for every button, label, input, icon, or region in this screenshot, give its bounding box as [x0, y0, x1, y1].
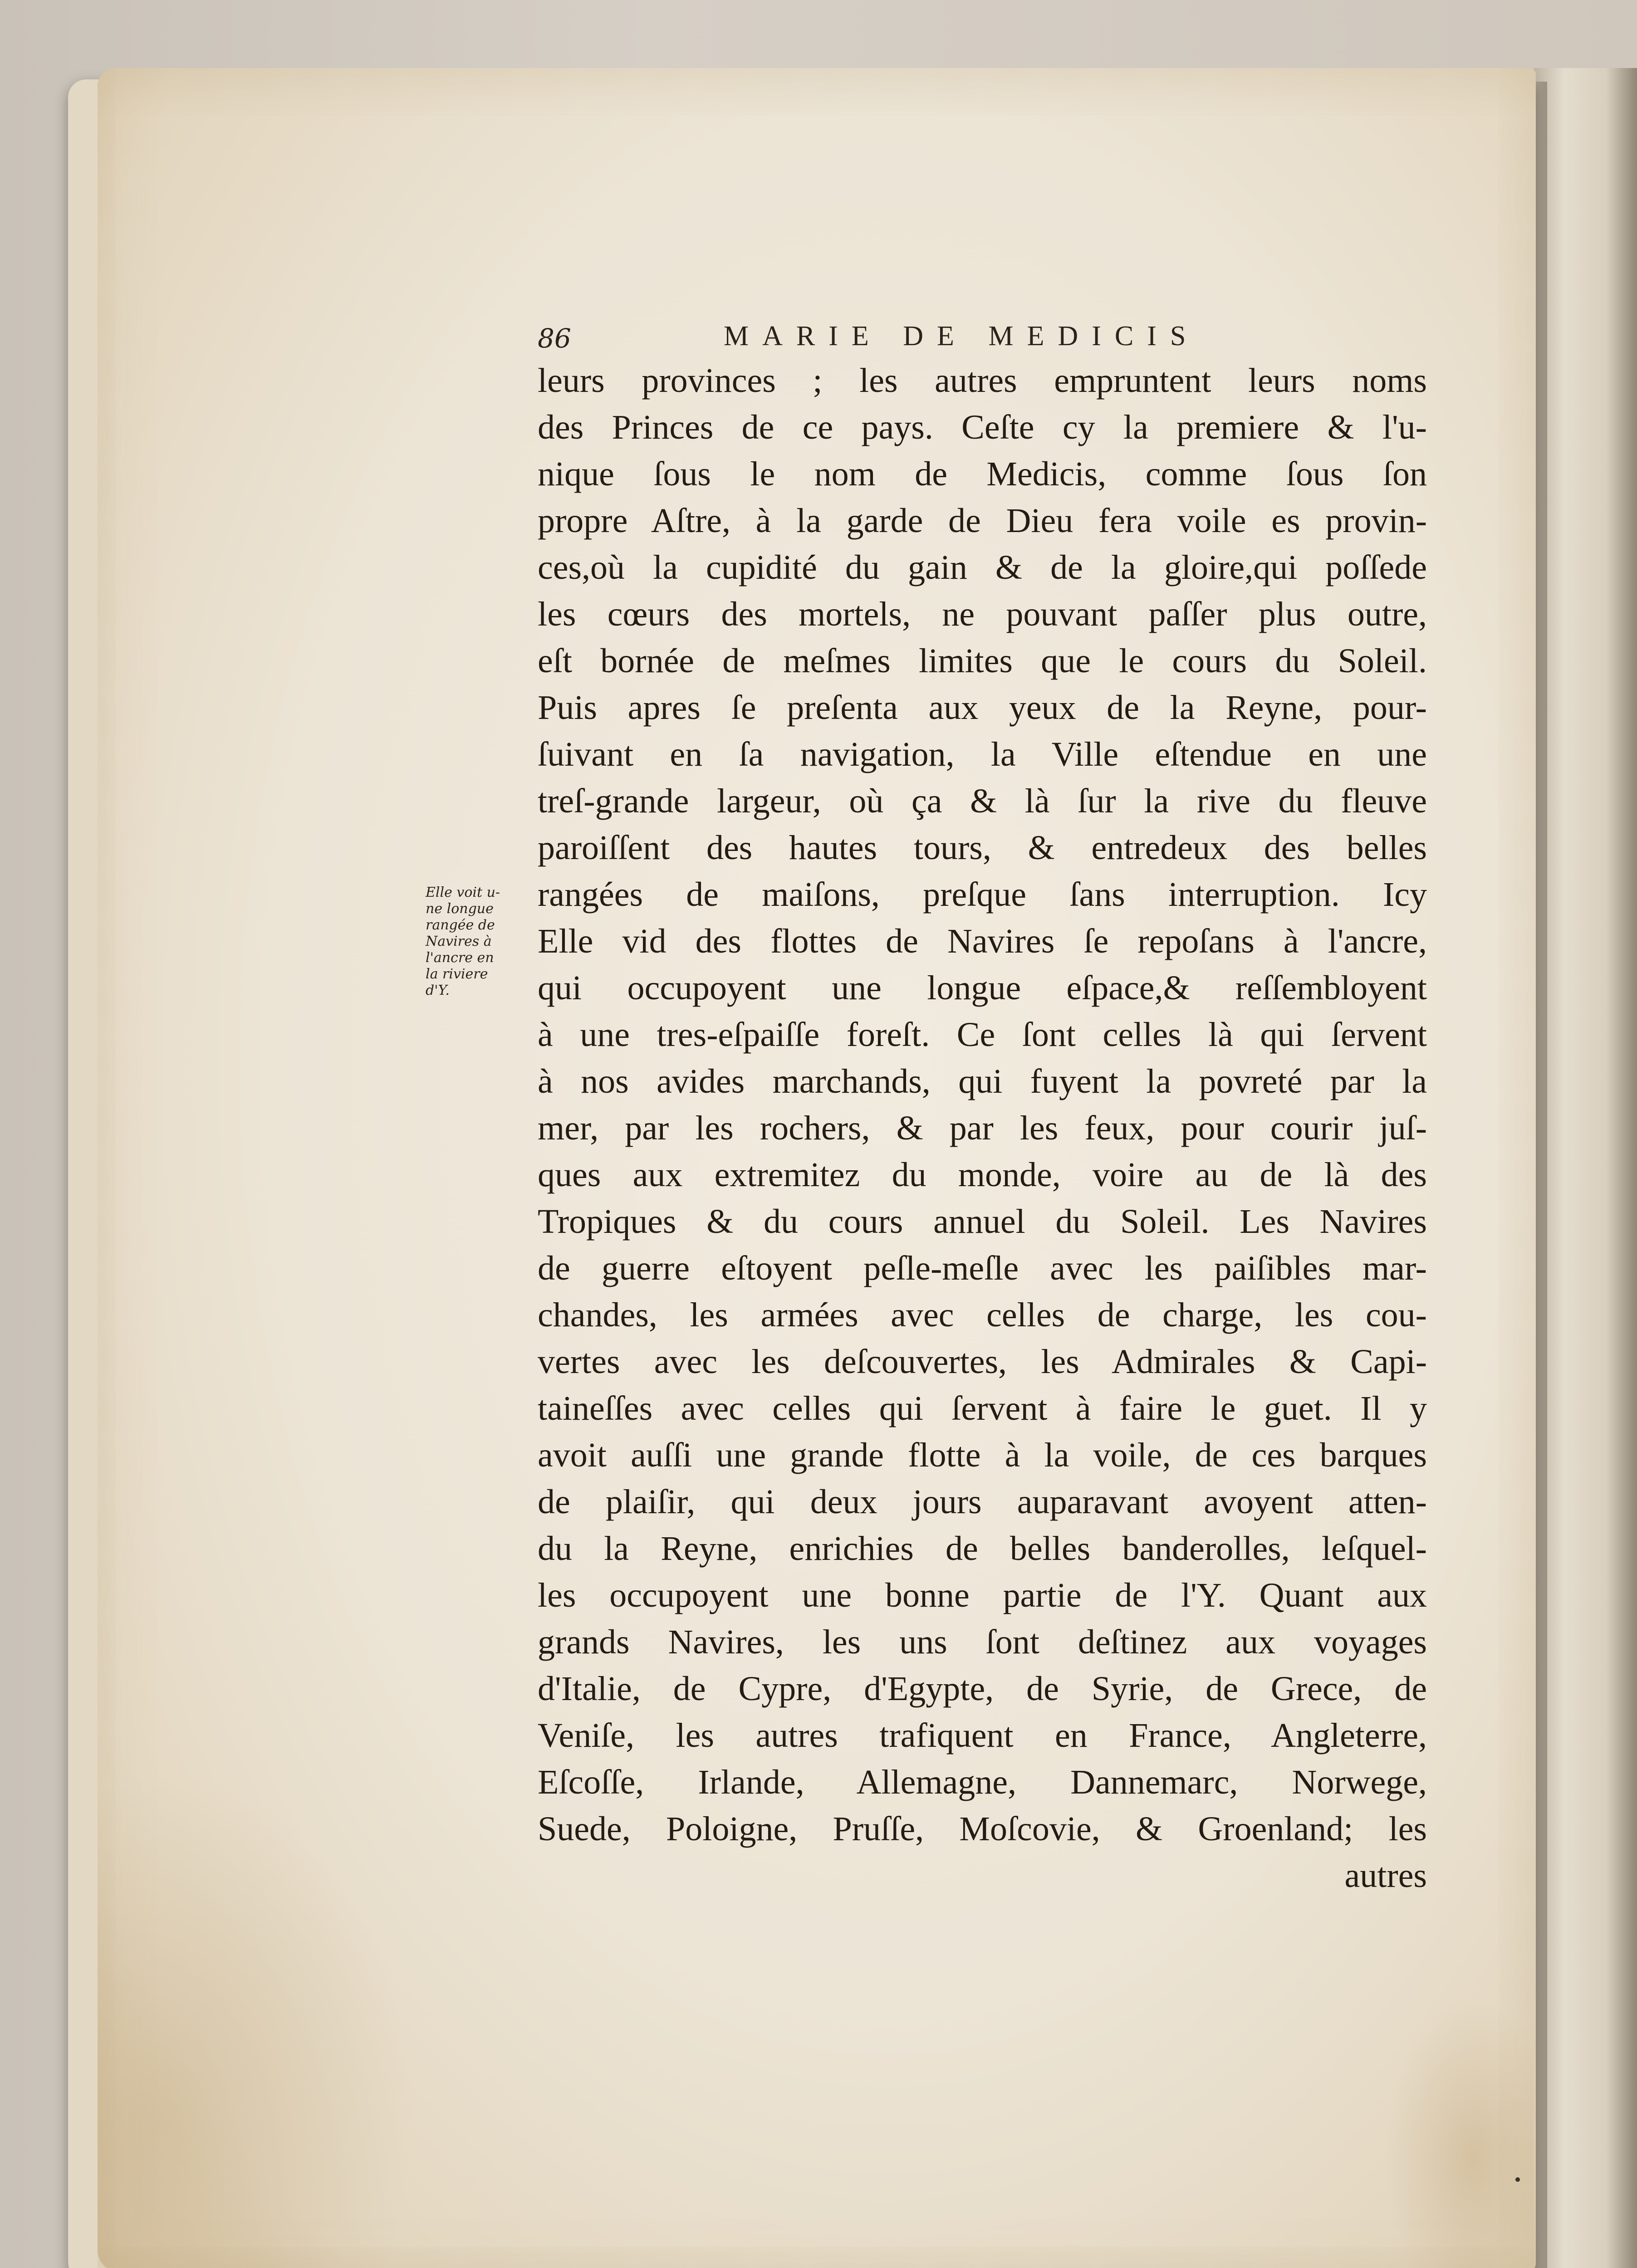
text-line: de plaiſir, qui deux jours auparavant avoyent atten-: [538, 1483, 1427, 1521]
text-line: propre Aſtre, à la garde de Dieu fera voile es provin-: [538, 502, 1427, 540]
text-line: vertes avec les deſcouvertes, les Admirales & Capi-: [538, 1343, 1427, 1381]
text-line: Veniſe, les autres trafiquent en France, Angleterre,: [538, 1716, 1427, 1755]
text-line: des Princes de ce pays. Ceſte cy la premiere & l'u-: [538, 408, 1427, 446]
catchword: autres: [1344, 1857, 1427, 1895]
text-line: qui occupoyent une longue eſpace,& reſſembloyent: [538, 969, 1427, 1007]
page-header: [538, 318, 1400, 359]
marginal-note-line: la riviere: [426, 966, 488, 982]
text-line: du la Reyne, enrichies de belles banderolles, leſquel-: [538, 1530, 1427, 1568]
marginal-note-line: rangée de: [426, 917, 495, 933]
marginal-note-line: d'Y.: [426, 982, 450, 998]
page-number: 86: [538, 323, 571, 354]
text-line: les occupoyent une bonne partie de l'Y. Quant aux: [538, 1576, 1427, 1614]
text-line: Puis apres ſe preſenta aux yeux de la Reyne, pour-: [538, 689, 1427, 727]
text-line: à nos avides marchands, qui fuyent la povreté par la: [538, 1062, 1427, 1100]
text-line: eſt bornée de meſmes limites que le cours du Soleil.: [538, 642, 1427, 680]
running-title: MARIE DE MEDICIS: [724, 321, 1200, 352]
text-line: grands Navires, les uns ſont deſtinez aux voyages: [538, 1623, 1427, 1661]
text-line: Suede, Poloigne, Pruſſe, Moſcovie, & Groenland; les: [538, 1810, 1427, 1848]
text-line: taineſſes avec celles qui ſervent à faire le guet. Il y: [538, 1389, 1427, 1427]
text-line: Eſcoſſe, Irlande, Allemagne, Dannemarc, Norwege,: [538, 1763, 1427, 1801]
marginal-note-line: l'ancre en: [426, 950, 494, 966]
marginal-note: [426, 885, 530, 999]
text-line: nique ſous le nom de Medicis, comme ſous ſon: [538, 455, 1427, 493]
text-line: leurs provinces ; les autres empruntent leurs noms: [538, 362, 1427, 400]
text-line: mer, par les rochers, & par les feux, pour courir juſ-: [538, 1109, 1427, 1147]
text-line: chandes, les armées avec celles de charge, les cou-: [538, 1296, 1427, 1334]
page-edge-mark: [1515, 2177, 1520, 2182]
marginal-note-line: Elle voit u-: [426, 885, 500, 900]
text-line: à une tres-eſpaiſſe foreſt. Ce ſont celles là qui ſervent: [538, 1016, 1427, 1054]
text-line: paroiſſent des hautes tours, & entredeux des belles: [538, 829, 1427, 867]
text-line: avoit auſſi une grande flotte à la voile, de ces barques: [538, 1436, 1427, 1474]
facing-page-edge: [1534, 68, 1637, 2268]
marginal-note-line: ne longue: [426, 901, 494, 917]
text-line: Tropiques & du cours annuel du Soleil. Les Navires: [538, 1202, 1427, 1241]
body-text: [538, 357, 1427, 1899]
text-line: ſuivant en ſa navigation, la Ville eſtendue en une: [538, 735, 1427, 773]
marginal-note-line: Navires à: [426, 934, 492, 949]
text-line: ques aux extremitez du monde, voire au de là des: [538, 1156, 1427, 1194]
text-line: ces,où la cupidité du gain & de la gloire,qui poſſede: [538, 548, 1427, 587]
text-line: rangées de maiſons, preſque ſans interruption. Icy: [538, 875, 1427, 914]
foxing-stain-corner: [1384, 1996, 1534, 2268]
text-line: Elle vid des flottes de Navires ſe repoſans à l'ancre,: [538, 922, 1427, 960]
foxing-stain: [98, 1769, 415, 2268]
text-line: d'Italie, de Cypre, d'Egypte, de Syrie, de Grece, de: [538, 1670, 1427, 1708]
text-line: treſ-grande largeur, où ça & là ſur la rive du fleuve: [538, 782, 1427, 820]
text-line: les cœurs des mortels, ne pouvant paſſer plus outre,: [538, 595, 1427, 633]
text-line: de guerre eſtoyent peſle-meſle avec les paiſibles mar-: [538, 1249, 1427, 1287]
